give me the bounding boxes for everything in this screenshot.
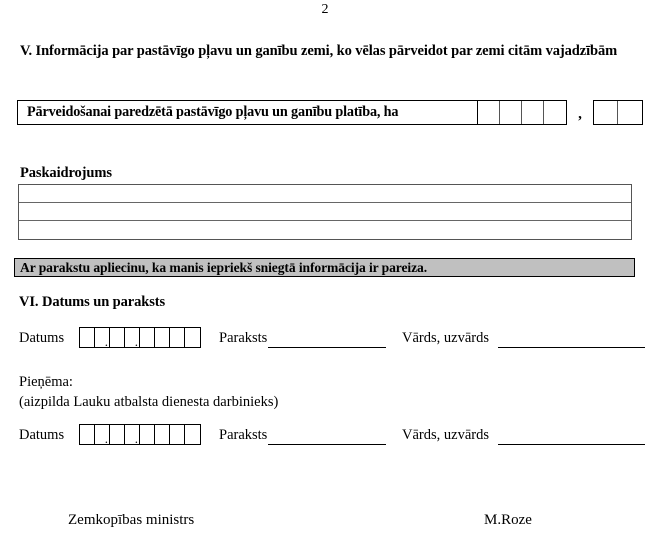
explanation-row[interactable]: [19, 185, 631, 203]
date-separator-dot: .: [134, 334, 138, 349]
date-separator-dot: .: [104, 334, 108, 349]
area-integer-boxes: [478, 100, 567, 125]
area-entry-row: [17, 100, 643, 125]
explanation-row[interactable]: [19, 221, 631, 239]
area-entry-label: Pārveidošanai paredzētā pastāvīgo pļavu un ganību platība, ha: [17, 100, 478, 125]
officer-name-line[interactable]: [498, 444, 645, 445]
date-cell[interactable]: [110, 425, 125, 444]
date-cell[interactable]: [125, 328, 140, 347]
received-block: [19, 372, 278, 412]
officer-name-label: Vārds, uzvārds: [402, 427, 489, 443]
area-integer-cell[interactable]: [500, 101, 522, 124]
date-separator-dot: .: [134, 431, 138, 446]
date-cell[interactable]: [95, 425, 110, 444]
applicant-date-label: Datums: [19, 330, 65, 346]
date-cell[interactable]: [80, 328, 95, 347]
area-fraction-cell[interactable]: [618, 101, 642, 124]
officer-signature-label: Paraksts: [219, 427, 268, 443]
minister-name: M.Roze: [484, 512, 532, 528]
date-cell[interactable]: [170, 328, 185, 347]
date-cell[interactable]: [170, 425, 185, 444]
area-fraction-cell[interactable]: [594, 101, 618, 124]
area-integer-cell[interactable]: [522, 101, 544, 124]
received-label: Pieņēma:: [19, 374, 73, 390]
date-cell[interactable]: [95, 328, 110, 347]
decimal-separator: ,: [578, 106, 582, 122]
declaration-bar: Ar parakstu apliecinu, ka manis iepriekš sniegtā informācija ir pareiza.: [14, 258, 635, 277]
explanation-label: Paskaidrojums: [20, 165, 112, 181]
applicant-signature-block: [0, 327, 650, 353]
date-cell[interactable]: [80, 425, 95, 444]
officer-date-label: Datums: [19, 427, 65, 443]
area-integer-cell[interactable]: [544, 101, 566, 124]
minister-title: Zemkopības ministrs: [68, 512, 195, 528]
area-integer-cell[interactable]: [478, 101, 500, 124]
date-cell[interactable]: [110, 328, 125, 347]
explanation-row[interactable]: [19, 203, 631, 221]
officer-signature-line[interactable]: [268, 444, 386, 445]
applicant-signature-line[interactable]: [268, 347, 386, 348]
received-note: (aizpilda Lauku atbalsta dienesta darbinieks): [19, 394, 279, 410]
section-vi-heading: VI. Datums un paraksts: [19, 294, 166, 310]
date-separator-dot: .: [104, 431, 108, 446]
applicant-date-boxes: [79, 327, 201, 348]
applicant-name-label: Vārds, uzvārds: [402, 330, 489, 346]
applicant-signature-label: Paraksts: [219, 330, 268, 346]
area-fraction-boxes: [593, 100, 643, 125]
date-cell[interactable]: [185, 425, 200, 444]
section-v-heading: V. Informācija par pastāvīgo pļavu un ganību zemi, ko vēlas pārveidot par zemi citām vajadzībām: [20, 43, 618, 59]
officer-signature-block: [0, 424, 650, 450]
date-cell[interactable]: [155, 425, 170, 444]
date-cell[interactable]: [140, 425, 155, 444]
date-cell[interactable]: [125, 425, 140, 444]
explanation-table: [18, 184, 632, 240]
page-number: 2: [321, 2, 329, 17]
date-cell[interactable]: [140, 328, 155, 347]
officer-date-boxes: [79, 424, 201, 445]
date-cell[interactable]: [185, 328, 200, 347]
date-cell[interactable]: [155, 328, 170, 347]
applicant-name-line[interactable]: [498, 347, 645, 348]
